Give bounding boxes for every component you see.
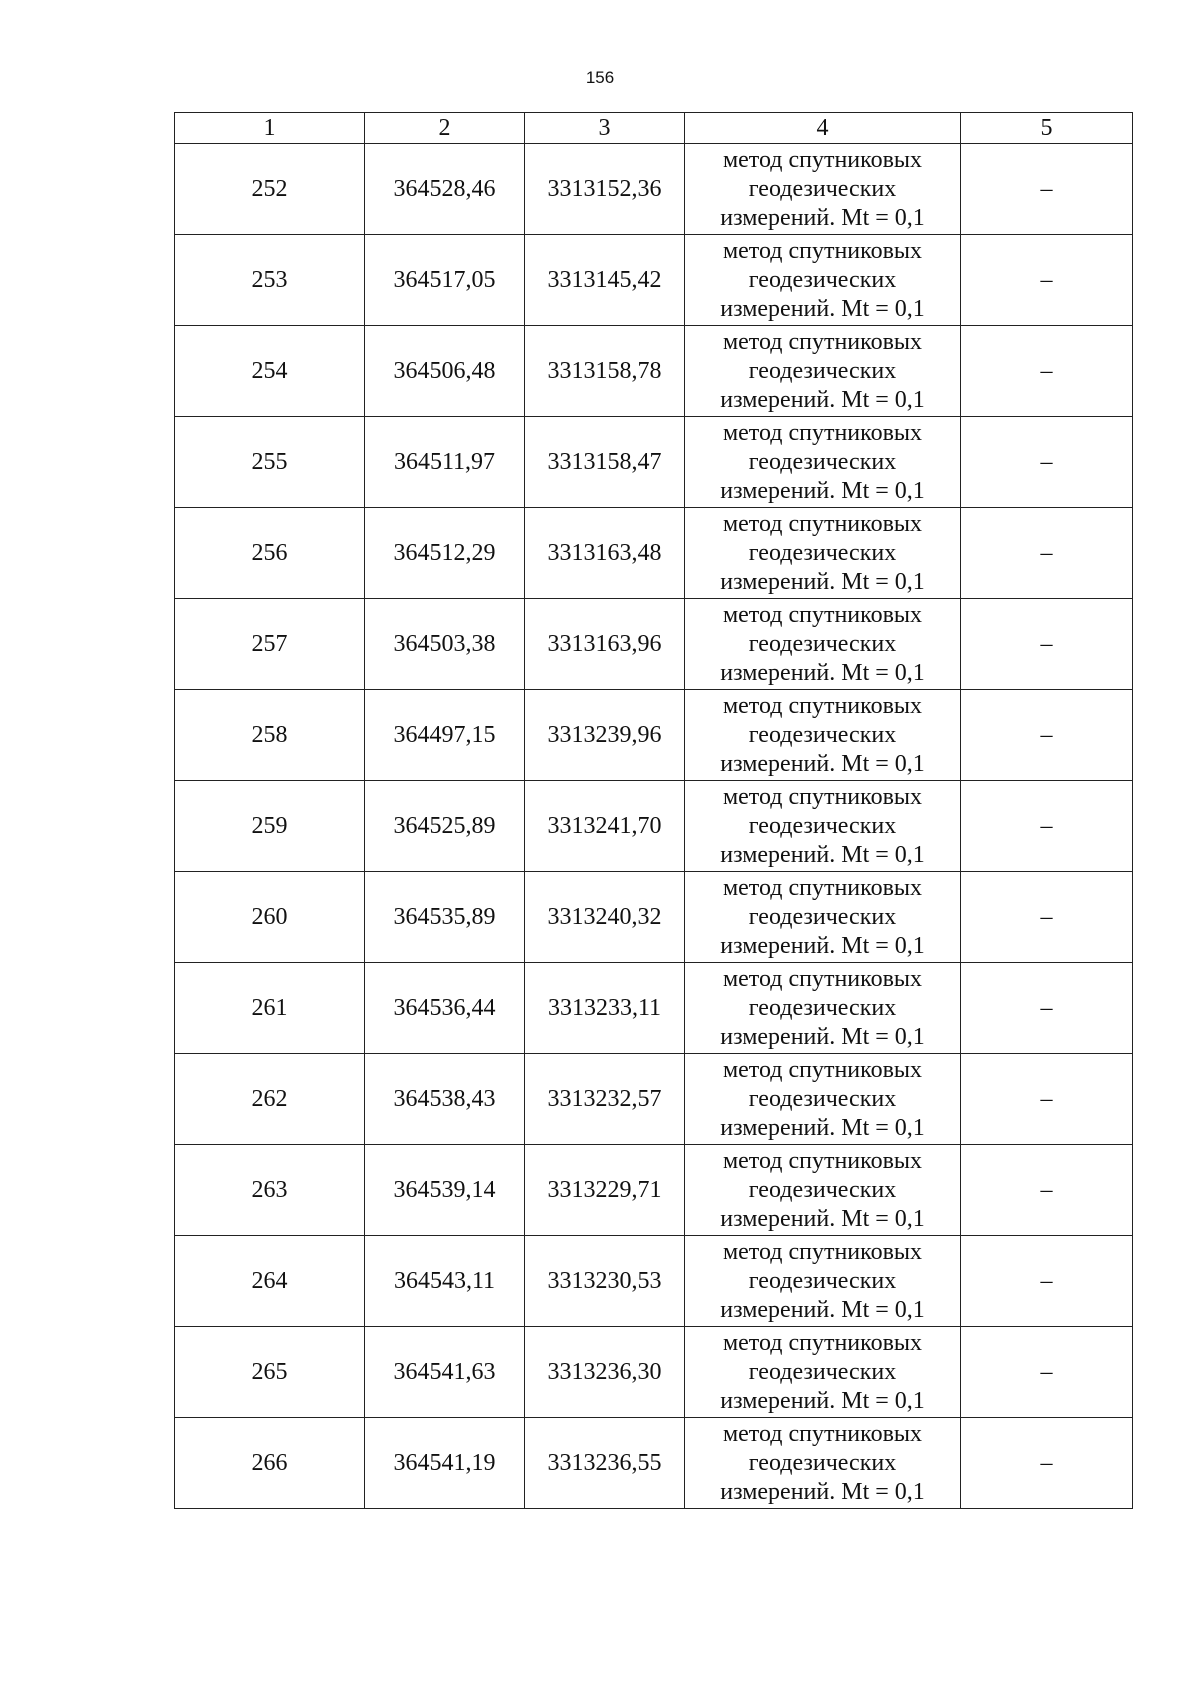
method-cell xyxy=(685,872,961,963)
method-line-2: геодезических xyxy=(748,1358,897,1385)
point-number-cell: 254 xyxy=(175,326,365,417)
col5-cell: – xyxy=(961,235,1133,326)
table-row xyxy=(175,963,1133,1054)
method-line-2: геодезических xyxy=(748,539,897,566)
method-line-1: метод спутниковых xyxy=(722,601,923,628)
method-line-3: измерений. Mt = 0,1 xyxy=(720,477,925,504)
method-line-3: измерений. Mt = 0,1 xyxy=(720,295,925,322)
table-row xyxy=(175,417,1133,508)
x-coordinate-cell: 364517,05 xyxy=(365,235,525,326)
table-body xyxy=(175,144,1133,1509)
col5-cell: – xyxy=(961,326,1133,417)
x-coordinate-cell: 364511,97 xyxy=(365,417,525,508)
col5-cell: – xyxy=(961,1327,1133,1418)
y-coordinate-cell: 3313230,53 xyxy=(525,1236,685,1327)
y-coordinate-cell: 3313232,57 xyxy=(525,1054,685,1145)
point-number-cell: 258 xyxy=(175,690,365,781)
method-cell xyxy=(685,1145,961,1236)
table-row xyxy=(175,326,1133,417)
x-coordinate-cell: 364512,29 xyxy=(365,508,525,599)
y-coordinate-cell: 3313145,42 xyxy=(525,235,685,326)
method-line-1: метод спутниковых xyxy=(722,328,923,355)
method-line-1: метод спутниковых xyxy=(722,237,923,264)
method-line-1: метод спутниковых xyxy=(722,1056,923,1083)
method-line-1: метод спутниковых xyxy=(722,146,923,173)
method-line-2: геодезических xyxy=(748,175,897,202)
method-cell xyxy=(685,963,961,1054)
point-number-cell: 262 xyxy=(175,1054,365,1145)
table-row xyxy=(175,1236,1133,1327)
col5-cell: – xyxy=(961,781,1133,872)
table-row xyxy=(175,599,1133,690)
method-cell xyxy=(685,326,961,417)
method-cell xyxy=(685,781,961,872)
table-row xyxy=(175,1327,1133,1418)
method-line-2: геодезических xyxy=(748,357,897,384)
method-line-3: измерений. Mt = 0,1 xyxy=(720,750,925,777)
method-line-3: измерений. Mt = 0,1 xyxy=(720,1296,925,1323)
col5-cell: – xyxy=(961,1236,1133,1327)
y-coordinate-cell: 3313158,78 xyxy=(525,326,685,417)
y-coordinate-cell: 3313158,47 xyxy=(525,417,685,508)
column-header-5: 5 xyxy=(961,113,1133,144)
table-row xyxy=(175,872,1133,963)
y-coordinate-cell: 3313152,36 xyxy=(525,144,685,235)
y-coordinate-cell: 3313236,55 xyxy=(525,1418,685,1509)
point-number-cell: 260 xyxy=(175,872,365,963)
method-line-2: геодезических xyxy=(748,630,897,657)
col5-cell: – xyxy=(961,1145,1133,1236)
point-number-cell: 263 xyxy=(175,1145,365,1236)
y-coordinate-cell: 3313229,71 xyxy=(525,1145,685,1236)
point-number-cell: 257 xyxy=(175,599,365,690)
column-header-3: 3 xyxy=(525,113,685,144)
col5-cell: – xyxy=(961,872,1133,963)
y-coordinate-cell: 3313239,96 xyxy=(525,690,685,781)
method-line-1: метод спутниковых xyxy=(722,510,923,537)
method-line-2: геодезических xyxy=(748,1449,897,1476)
x-coordinate-cell: 364541,63 xyxy=(365,1327,525,1418)
method-line-2: геодезических xyxy=(748,812,897,839)
method-line-2: геодезических xyxy=(748,1085,897,1112)
y-coordinate-cell: 3313236,30 xyxy=(525,1327,685,1418)
method-cell xyxy=(685,1054,961,1145)
col5-cell: – xyxy=(961,690,1133,781)
method-line-3: измерений. Mt = 0,1 xyxy=(720,1114,925,1141)
coordinates-table xyxy=(174,112,1133,1509)
point-number-cell: 266 xyxy=(175,1418,365,1509)
y-coordinate-cell: 3313163,96 xyxy=(525,599,685,690)
x-coordinate-cell: 364503,38 xyxy=(365,599,525,690)
x-coordinate-cell: 364543,11 xyxy=(365,1236,525,1327)
method-line-1: метод спутниковых xyxy=(722,1420,923,1447)
y-coordinate-cell: 3313240,32 xyxy=(525,872,685,963)
method-cell xyxy=(685,508,961,599)
method-line-1: метод спутниковых xyxy=(722,1238,923,1265)
y-coordinate-cell: 3313233,11 xyxy=(525,963,685,1054)
col5-cell: – xyxy=(961,417,1133,508)
method-line-1: метод спутниковых xyxy=(722,1147,923,1174)
col5-cell: – xyxy=(961,599,1133,690)
table-row xyxy=(175,235,1133,326)
method-cell xyxy=(685,1236,961,1327)
y-coordinate-cell: 3313163,48 xyxy=(525,508,685,599)
page-number: 156 xyxy=(585,68,615,87)
x-coordinate-cell: 364497,15 xyxy=(365,690,525,781)
header-row xyxy=(175,113,1133,144)
method-line-3: измерений. Mt = 0,1 xyxy=(720,659,925,686)
method-line-1: метод спутниковых xyxy=(722,965,923,992)
method-cell xyxy=(685,235,961,326)
x-coordinate-cell: 364539,14 xyxy=(365,1145,525,1236)
method-cell xyxy=(685,690,961,781)
point-number-cell: 255 xyxy=(175,417,365,508)
method-line-3: измерений. Mt = 0,1 xyxy=(720,568,925,595)
method-cell xyxy=(685,144,961,235)
method-line-1: метод спутниковых xyxy=(722,419,923,446)
method-line-2: геодезических xyxy=(748,448,897,475)
x-coordinate-cell: 364535,89 xyxy=(365,872,525,963)
x-coordinate-cell: 364538,43 xyxy=(365,1054,525,1145)
table-row xyxy=(175,1418,1133,1509)
point-number-cell: 264 xyxy=(175,1236,365,1327)
x-coordinate-cell: 364528,46 xyxy=(365,144,525,235)
point-number-cell: 256 xyxy=(175,508,365,599)
method-line-2: геодезических xyxy=(748,1267,897,1294)
table-row xyxy=(175,144,1133,235)
table-row xyxy=(175,1054,1133,1145)
point-number-cell: 259 xyxy=(175,781,365,872)
table-row xyxy=(175,781,1133,872)
point-number-cell: 261 xyxy=(175,963,365,1054)
method-line-2: геодезических xyxy=(748,721,897,748)
method-line-1: метод спутниковых xyxy=(722,874,923,901)
method-cell xyxy=(685,599,961,690)
y-coordinate-cell: 3313241,70 xyxy=(525,781,685,872)
method-line-3: измерений. Mt = 0,1 xyxy=(720,1387,925,1414)
x-coordinate-cell: 364536,44 xyxy=(365,963,525,1054)
table-row xyxy=(175,508,1133,599)
col5-cell: – xyxy=(961,1054,1133,1145)
method-line-3: измерений. Mt = 0,1 xyxy=(720,386,925,413)
method-cell xyxy=(685,1418,961,1509)
method-line-3: измерений. Mt = 0,1 xyxy=(720,1023,925,1050)
x-coordinate-cell: 364506,48 xyxy=(365,326,525,417)
table-header xyxy=(175,113,1133,144)
method-line-2: геодезических xyxy=(748,1176,897,1203)
method-line-2: геодезических xyxy=(748,266,897,293)
table-row xyxy=(175,690,1133,781)
method-line-3: измерений. Mt = 0,1 xyxy=(720,204,925,231)
method-cell xyxy=(685,1327,961,1418)
col5-cell: – xyxy=(961,1418,1133,1509)
col5-cell: – xyxy=(961,144,1133,235)
method-line-3: измерений. Mt = 0,1 xyxy=(720,932,925,959)
method-line-3: измерений. Mt = 0,1 xyxy=(720,841,925,868)
column-header-2: 2 xyxy=(365,113,525,144)
point-number-cell: 265 xyxy=(175,1327,365,1418)
point-number-cell: 252 xyxy=(175,144,365,235)
method-cell xyxy=(685,417,961,508)
method-line-3: измерений. Mt = 0,1 xyxy=(720,1478,925,1505)
col5-cell: – xyxy=(961,963,1133,1054)
method-line-2: геодезических xyxy=(748,903,897,930)
method-line-1: метод спутниковых xyxy=(722,1329,923,1356)
column-header-1: 1 xyxy=(175,113,365,144)
method-line-1: метод спутниковых xyxy=(722,783,923,810)
point-number-cell: 253 xyxy=(175,235,365,326)
x-coordinate-cell: 364525,89 xyxy=(365,781,525,872)
method-line-2: геодезических xyxy=(748,994,897,1021)
method-line-1: метод спутниковых xyxy=(722,692,923,719)
table-row xyxy=(175,1145,1133,1236)
x-coordinate-cell: 364541,19 xyxy=(365,1418,525,1509)
column-header-4: 4 xyxy=(685,113,961,144)
method-line-3: измерений. Mt = 0,1 xyxy=(720,1205,925,1232)
col5-cell: – xyxy=(961,508,1133,599)
